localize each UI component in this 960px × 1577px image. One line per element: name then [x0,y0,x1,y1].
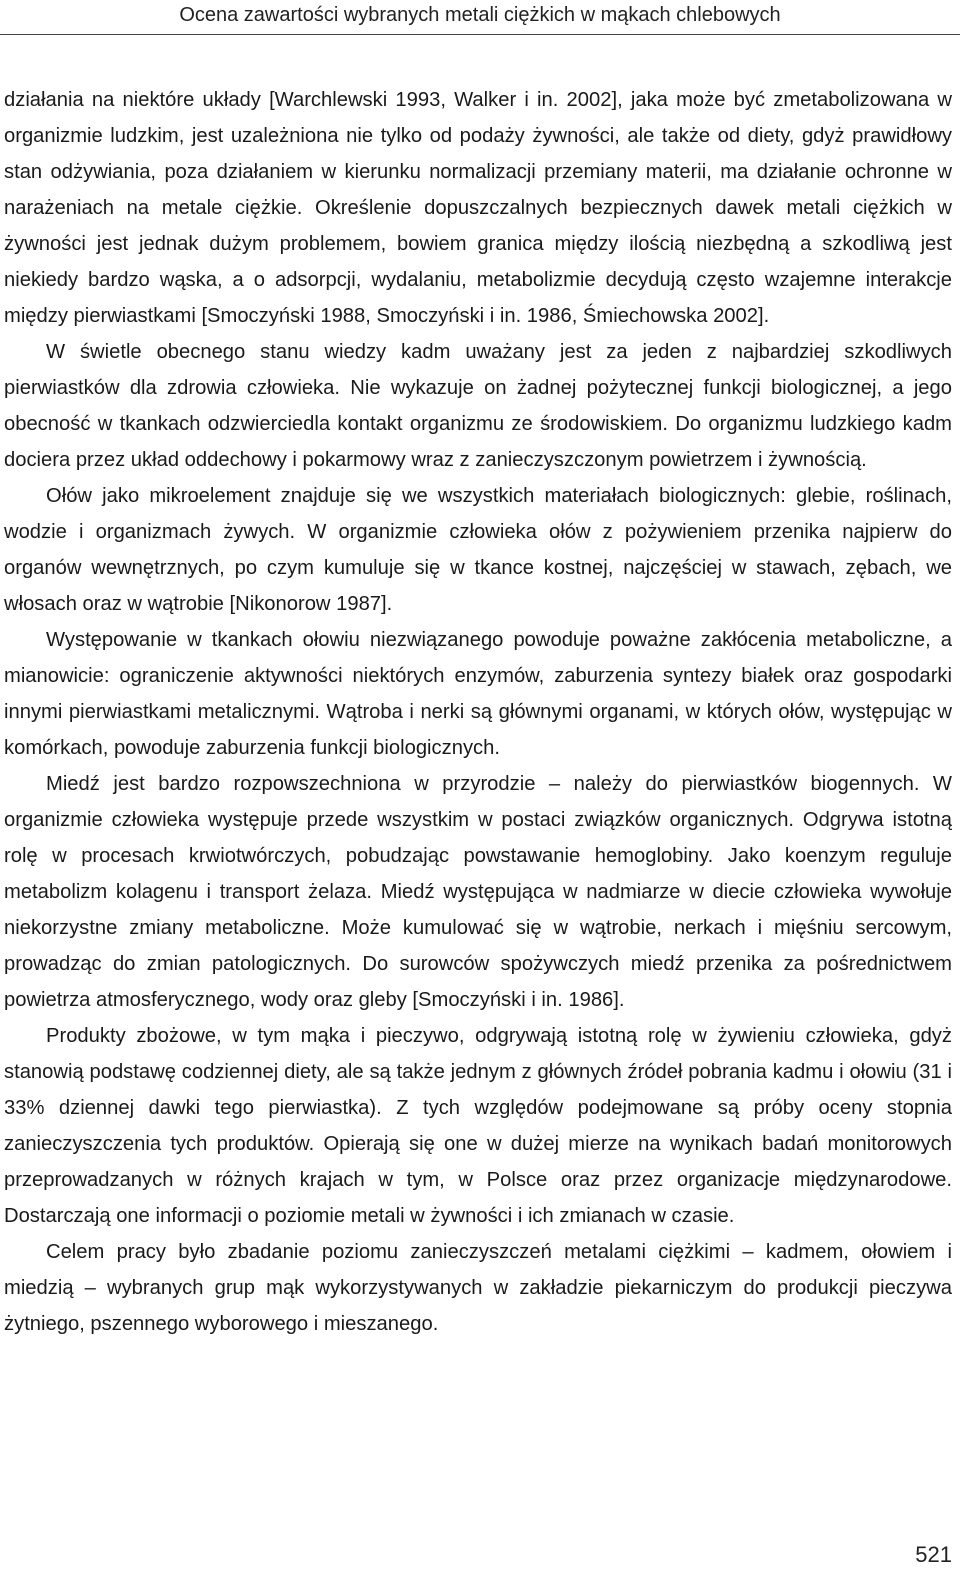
header-rule [0,34,960,35]
paragraph-copper: Miedź jest bardzo rozpowszechniona w przyrodzie – należy do pierwiastków biogennych. W organizmie człowieka występuje przede wszystkim w postaci związków organicznych. Odgrywa istotną rolę w procesach krwiotwórczych, pobudzając powstawanie hemoglobiny. Jako koenzym reguluje metabolizm kolagenu i transport żelaza. Miedź występująca w nadmiarze w diecie człowieka wywołuje niekorzystne zmiany metaboliczne. Może kumulować się w wątrobie, nerkach i mięśniu sercowym, prowadząc do zmian patologicznych. Do surowców spożywczych miedź przenika za pośrednictwem powietrza atmosferycznego, wody oraz gleby [Smoczyński i in. 1986]. [4,773,952,1011]
paragraph-aim: Celem pracy było zbadanie poziomu zanieczyszczeń metalami ciężkimi – kadmem, ołowiem i miedzią – wybranych grup mąk wykorzystywanych w zakładzie piekarniczym do produkcji pieczywa żytniego, pszennego wyborowego i mieszanego. [4,1241,952,1335]
page-number: 521 [915,1542,952,1567]
body-text [4,82,952,1342]
paragraph-continued: działania na niektóre układy [Warchlewski 1993, Walker i in. 2002], jaka może być zmetabolizowana w organizmie ludzkim, jest uzależniona nie tylko od podaży żywności, ale także od diety, gdyż prawidłowy stan odżywiania, poza działaniem w kierunku normalizacji przemiany materii, ma działanie ochronne w narażeniach na metale ciężkie. Określenie dopuszczalnych bezpiecznych dawek metali ciężkich w żywności jest jednak dużym problemem, bowiem granica między ilością niezbędną a szkodliwą jest niekiedy bardzo wąska, a o adsorpcji, wydalaniu, metabolizmie decydują często wzajemne interakcje między pierwiastkami [Smoczyński 1988, Smoczyński i in. 1986, Śmiechowska 2002]. [4,89,952,327]
paragraph-cereal-products: Produkty zbożowe, w tym mąka i pieczywo, odgrywają istotną rolę w żywieniu człowieka, gdyż stanowią podstawę codziennej diety, ale są także jednym z głównych źródeł pobrania kadmu i ołowiu (31 i 33% dziennej dawki tego pierwiastka). Z tych względów podejmowane są próby oceny stopnia zanieczyszczenia tych produktów. Opierają się one w dużej mierze na wynikach badań monitorowych przeprowadzanych w różnych krajach w tym, w Polsce oraz przez organizacje międzynarodowe. Dostarczają one informacji o poziomie metali w żywności i ich zmianach w czasie. [4,1025,952,1227]
paragraph-lead: Ołów jako mikroelement znajduje się we wszystkich materiałach biologicznych: glebie, roślinach, wodzie i organizmach żywych. W organizmie człowieka ołów z pożywieniem przenika najpierw do organów wewnętrznych, po czym kumuluje się w tkance kostnej, najczęściej w stawach, zębach, we włosach oraz w wątrobie [Nikonorow 1987]. [4,485,952,615]
paragraph-cadmium: W świetle obecnego stanu wiedzy kadm uważany jest za jeden z najbardziej szkodliwych pierwiastków dla zdrowia człowieka. Nie wykazuje on żadnej pożytecznej funkcji biologicznej, a jego obecność w tkankach odzwierciedla kontakt organizmu ze środowiskiem. Do organizmu ludzkiego kadm dociera przez układ oddechowy i pokarmowy wraz z zanieczyszczonym powietrzem i żywnością. [4,341,952,471]
paragraph-lead-effects: Występowanie w tkankach ołowiu niezwiązanego powoduje poważne zakłócenia metaboliczne, a mianowicie: ograniczenie aktywności niektórych enzymów, zaburzenia syntezy białek oraz gospodarki innymi pierwiastkami metalicznymi. Wątroba i nerki są głównymi organami, w których ołów, występując w komórkach, powoduje zaburzenia funkcji biologicznych. [4,629,952,759]
running-header: Ocena zawartości wybranych metali ciężkich w mąkach chlebowych [179,4,781,26]
